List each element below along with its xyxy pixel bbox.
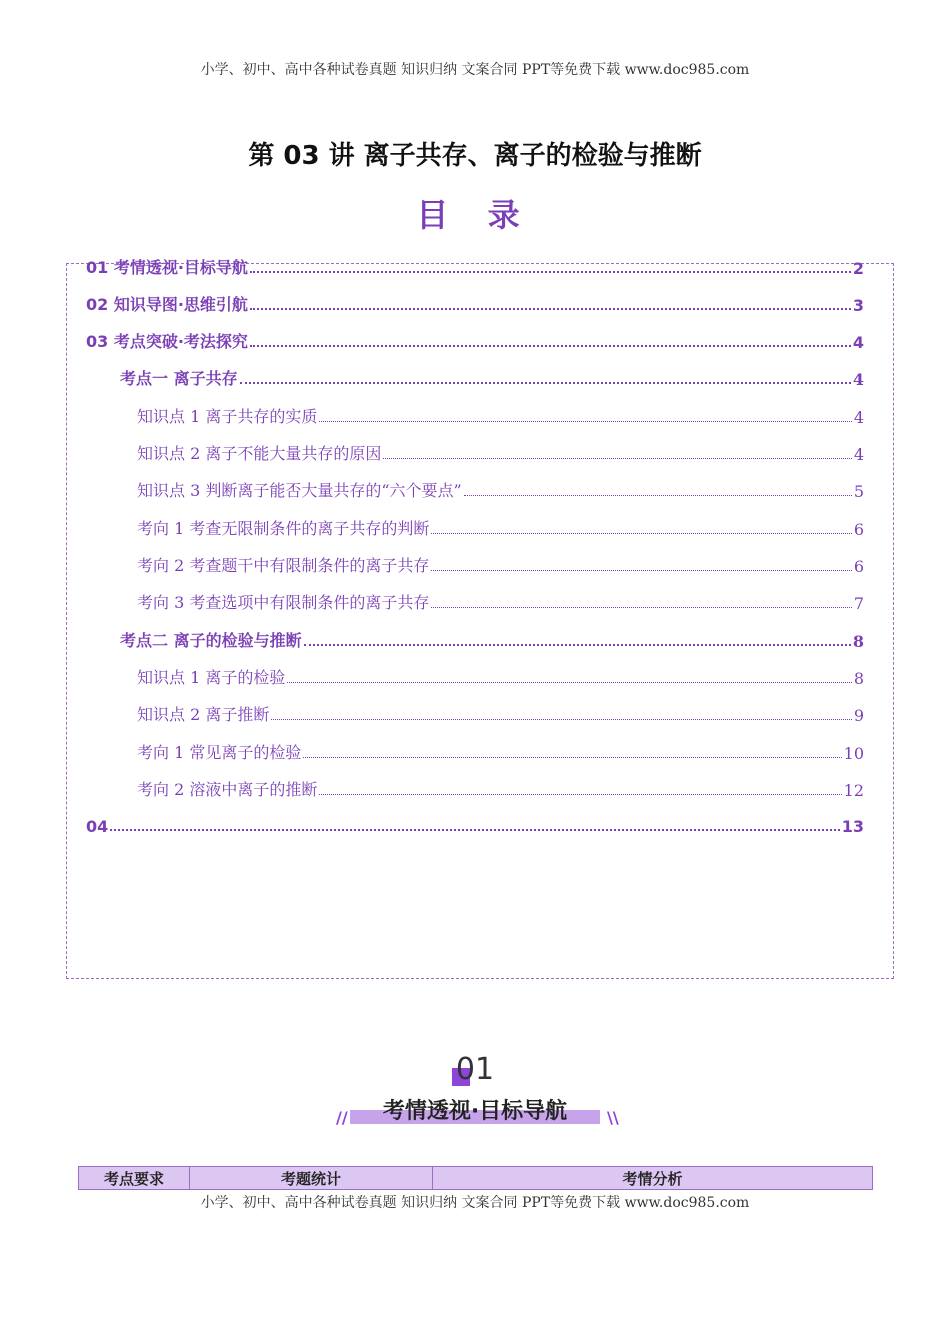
toc-entry[interactable] xyxy=(137,475,864,501)
toc-leader xyxy=(319,420,851,422)
toc-entry-label: 考向 3 考查选项中有限制条件的离子共存 xyxy=(137,593,430,612)
toc-entry[interactable] xyxy=(86,289,864,315)
toc-entry-page: 5 xyxy=(853,482,864,501)
toc-leader xyxy=(271,718,851,720)
toc-entry-page: 4 xyxy=(853,408,864,427)
toc-entry[interactable] xyxy=(137,587,864,613)
toc-entry-page: 6 xyxy=(853,557,864,576)
toc-entry-page: 10 xyxy=(843,744,864,763)
toc-entry[interactable] xyxy=(137,550,864,576)
toc-leader xyxy=(319,793,841,795)
toc-entry-label: 考点二 离子的检验与推断 xyxy=(120,631,302,650)
toc-entry-page: 3 xyxy=(852,296,864,315)
toc-leader xyxy=(431,569,851,571)
toc-entry[interactable] xyxy=(137,737,864,763)
toc-entry[interactable] xyxy=(137,438,864,464)
toc-entry-label: 知识点 1 离子共存的实质 xyxy=(137,407,318,426)
toc-leader xyxy=(304,643,851,646)
toc-entry[interactable] xyxy=(86,326,864,352)
toc-entry-page: 6 xyxy=(853,520,864,539)
toc-leader xyxy=(110,828,839,831)
toc-entry-label: 考点一 离子共存 xyxy=(120,369,238,388)
toc-entry-page: 4 xyxy=(852,370,864,389)
toc-entry[interactable] xyxy=(120,625,864,651)
toc-entry-page: 8 xyxy=(852,632,864,651)
toc-entry-label: 04 xyxy=(86,817,109,836)
toc-entry[interactable] xyxy=(86,252,864,278)
toc-entry-label: 知识点 2 离子推断 xyxy=(137,705,270,724)
page-footer: 小学、初中、高中各种试卷真题 知识归纳 文案合同 PPT等免费下载 www.doc985.com xyxy=(200,1195,750,1211)
toc-entry[interactable] xyxy=(137,662,864,688)
toc-entry-page: 9 xyxy=(853,706,864,725)
toc-entry-page: 13 xyxy=(841,817,864,836)
toc-entry-page: 8 xyxy=(853,669,864,688)
toc-entry-label: 02 知识导图·思维引航 xyxy=(86,295,248,314)
toc-entry-page: 7 xyxy=(853,594,864,613)
toc-entry[interactable] xyxy=(137,699,864,725)
toc-leader xyxy=(250,344,851,347)
toc-leader xyxy=(250,270,851,273)
toc-leader xyxy=(431,606,851,608)
toc-entry[interactable] xyxy=(137,401,864,427)
table-header-cell: 考点要求 xyxy=(79,1167,190,1189)
toc-entry-label: 考向 2 考查题干中有限制条件的离子共存 xyxy=(137,556,430,575)
exam-table-header xyxy=(78,1166,873,1190)
toc-entry[interactable] xyxy=(137,774,864,800)
section-number: 01 xyxy=(455,1052,495,1087)
page-title: 第 03 讲 离子共存、离子的检验与推断 xyxy=(248,141,702,171)
toc-entry-label: 考向 1 常见离子的检验 xyxy=(137,743,302,762)
toc-leader xyxy=(250,307,851,310)
page-header: 小学、初中、高中各种试卷真题 知识归纳 文案合同 PPT等免费下载 www.doc985.com xyxy=(200,62,750,78)
toc-leader xyxy=(303,756,841,758)
table-header-cell: 考题统计 xyxy=(190,1167,433,1189)
section-left-mark: // xyxy=(336,1108,348,1127)
toc-leader xyxy=(383,457,851,459)
toc-entry-label: 考向 1 考查无限制条件的离子共存的判断 xyxy=(137,519,430,538)
toc-leader xyxy=(431,532,851,534)
toc-entry-label: 03 考点突破·考法探究 xyxy=(86,332,248,351)
toc-entry-label: 知识点 2 离子不能大量共存的原因 xyxy=(137,444,382,463)
toc-leader xyxy=(240,381,851,384)
toc-entry-label: 知识点 1 离子的检验 xyxy=(137,668,286,687)
toc-entry-label: 01 考情透视·目标导航 xyxy=(86,258,248,277)
toc-entry-page: 4 xyxy=(852,333,864,352)
section-title: 考情透视·目标导航 xyxy=(382,1099,568,1124)
toc-entry[interactable] xyxy=(137,513,864,539)
toc-leader xyxy=(287,681,851,683)
toc-leader xyxy=(464,494,852,496)
toc-heading: 目 录 xyxy=(416,196,534,234)
table-header-cell: 考情分析 xyxy=(622,1169,683,1188)
section-right-mark: \\ xyxy=(607,1108,619,1127)
toc-entry-label: 考向 2 溶液中离子的推断 xyxy=(137,780,318,799)
toc-entry[interactable] xyxy=(120,363,864,389)
toc-entry-page: 2 xyxy=(852,259,864,278)
toc-entry-page: 12 xyxy=(843,781,864,800)
toc-entry-label: 知识点 3 判断离子能否大量共存的“六个要点” xyxy=(137,481,462,500)
toc-entry[interactable] xyxy=(86,810,864,836)
toc-entry-page: 4 xyxy=(853,445,864,464)
